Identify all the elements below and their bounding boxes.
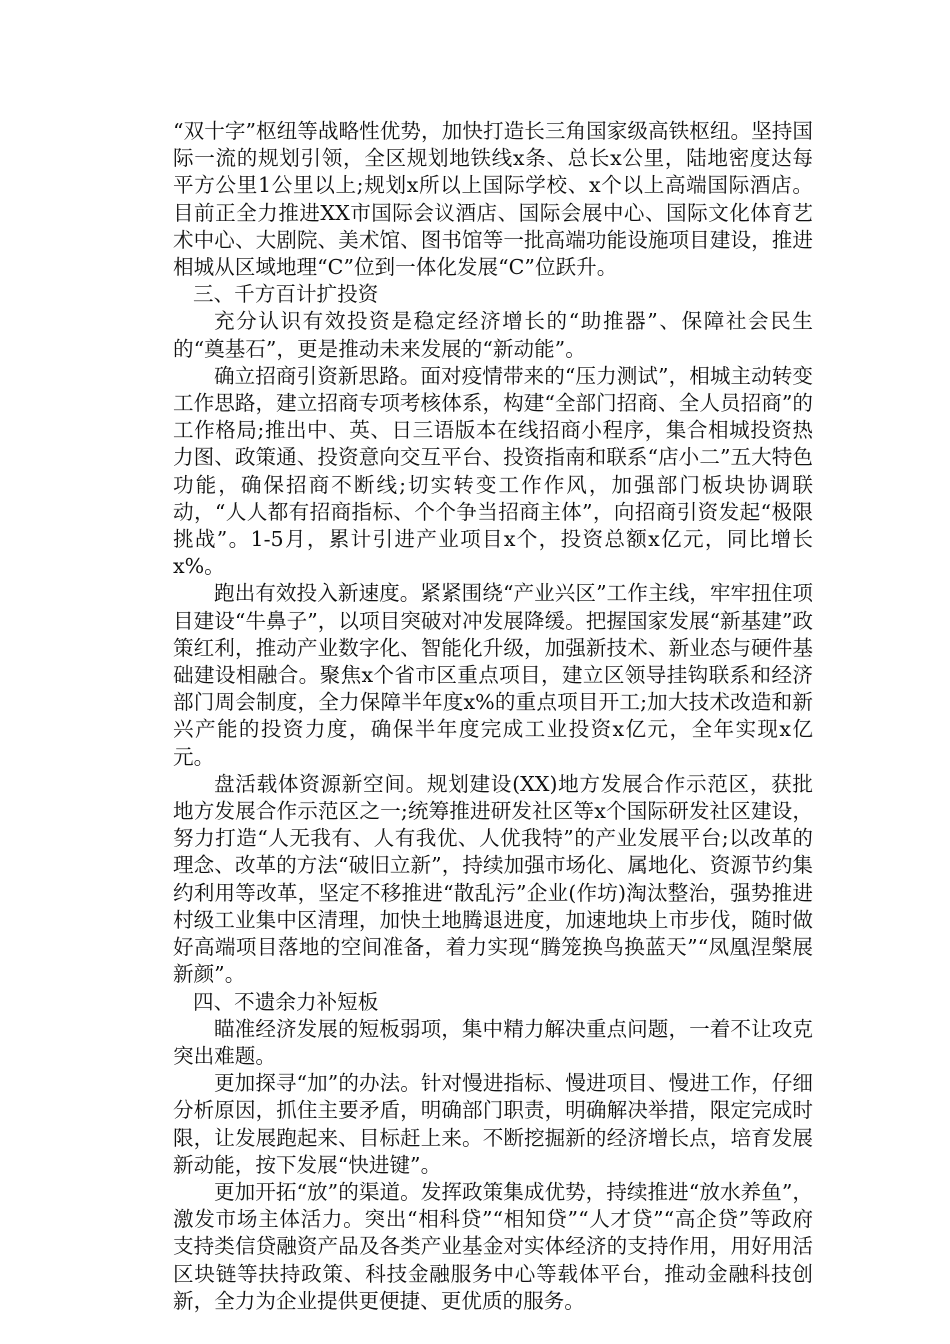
paragraph: 瞄准经济发展的短板弱项，集中精力解决重点问题，一着不让攻克突出难题。 [173,1016,813,1068]
paragraph-continuation: “双十字”枢纽等战略性优势，加快打造长三角国家级高铁枢纽。坚持国际一流的规划引领，全区规划地铁线x条、总长x公里，陆地密度达每平方公里1公里以上;规划x所以上国际学校、x个以上高端国际酒店。目前正全力推进XX市国际会议酒店、国际会展中心、国际文化体育艺术中心、大剧院、美术馆、图书馆等一批高端功能设施项目建设，推进相城从区域地理“C”位到一体化发展“C”位跃升。 [173,119,813,280]
paragraph: 更加探寻“加”的办法。针对慢进指标、慢进项目、慢进工作，仔细分析原因，抓住主要矛盾，明确部门职责，明确解决举措，限定完成时限，让发展跑起来、目标赶上来。不断挖掘新的经济增长点，培育发展新动能，按下发展“快进键”。 [173,1071,813,1177]
paragraph: 充分认识有效投资是稳定经济增长的“助推器”、保障社会民生的“奠基石”，更是推动未来发展的“新动能”。 [173,309,813,361]
paragraph: 盘活载体资源新空间。规划建设(XX)地方发展合作示范区，获批地方发展合作示范区之一;统筹推进研发社区等x个国际研发社区建设，努力打造“人无我有、人有我优、人优我特”的产业发展平台;以改革的理念、改革的方法“破旧立新”，持续加强市场化、属地化、资源节约集约利用等改革，坚定不移推进“散乱污”企业(作坊)淘汰整治，强势推进村级工业集中区清理，加快土地腾退进度，加速地块上市步伐，随时做好高端项目落地的空间准备，着力实现“腾笼换鸟换蓝天”“凤凰涅槃展新颜”。 [173,771,813,987]
paragraph: 确立招商引资新思路。面对疫情带来的“压力测试”，相城主动转变工作思路，建立招商专项考核体系，构建“全部门招商、全人员招商”的工作格局;推出中、英、日三语版本在线招商小程序，集合相城投资热力图、政策通、投资意向交互平台、投资指南和联系“店小二”五大特色功能，确保招商不断线;切实转变工作作风，加强部门板块协调联动，“人人都有招商指标、个个争当招商主体”，向招商引资发起“极限挑战”。1-5月，累计引进产业项目x个，投资总额x亿元，同比增长x%。 [173,363,813,579]
section-heading-four: 四、不遗余力补短板 [193,989,379,1014]
section-heading-three: 三、千方百计扩投资 [193,282,379,307]
paragraph: 跑出有效投入新速度。紧紧围绕“产业兴区”工作主线，牢牢扭住项目建设“牛鼻子”，以项目突破对冲发展降缓。把握国家发展“新基建”政策红利，推动产业数字化、智能化升级，加强新技术、新业态与硬件基础建设相融合。聚焦x个省市区重点项目，建立区领导挂钩联系和经济部门周会制度，全力保障半年度x%的重点项目开工;加大技术改造和新兴产能的投资力度，确保半年度完成工业投资x亿元，全年实现x亿元。 [173,581,813,769]
paragraph: 更加开拓“放”的渠道。发挥政策集成优势，持续推进“放水养鱼”，激发市场主体活力。突出“相科贷”“相知贷”“人才贷”“高企贷”等政府支持类信贷融资产品及各类产业基金对实体经济的支持作用，用好用活区块链等扶持政策、科技金融服务中心等载体平台，推动金融科技创新，全力为企业提供更便捷、更优质的服务。 [173,1179,813,1313]
document-body [173,118,813,1315]
